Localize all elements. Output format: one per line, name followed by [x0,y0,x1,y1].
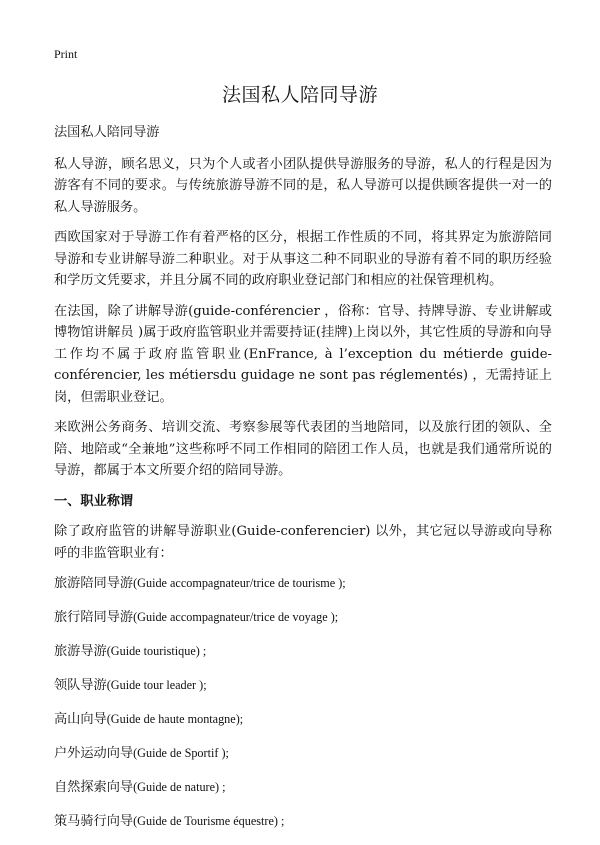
list-item [54,811,552,833]
list-item [54,777,552,799]
list-item-zh: 旅游陪同导游 [54,576,134,591]
list-item-zh: 户外运动向导 [54,746,134,761]
list-item [54,743,552,765]
article-body [54,122,552,845]
job-title-list [54,573,552,833]
paragraph-escort-guide: 来欧洲公务商务、培训交流、考察参展等代表团的当地陪同，以及旅行团的领队、全陪、地陪或“全兼地”这些称呼不同工作相同的陪团工作人员，也就是我们通常所说的导游，都属于本文所要介绍的陪同导游。 [54,420,552,478]
list-item [54,641,552,663]
paragraph-intro: 私人导游，顾名思义，只为个人或者小团队提供导游服务的导游，私人的行程是因为游客有不同的要求。与传统旅游导游不同的是，私人导游可以提供顾客提供一对一的私人导游服务。 [54,156,552,215]
list-item [54,709,552,731]
list-item-fr: (Guide accompagnateur/trice de tourisme ); [133,576,346,590]
list-item-fr: (Guide de nature) ; [133,780,226,794]
paragraph-france-regulation: 在法国，除了讲解导游(guide-conférencier ，俗称：官导、持牌导游、专业讲解或博物馆讲解员 )属于政府监管职业并需要持证(挂牌)上岗以外，其它性质的导游和向导工作均不属于政府监管职业(EnFrance, à l’exception du métierde guide-conférencier, les métiersdu guidage ne sont pas réglementés) ，无需持证上岗，但需职业登记。 [54,303,552,405]
list-item-zh: 旅行陪同导游 [54,610,134,625]
print-link[interactable]: Print [54,47,78,61]
paragraph-classification: 西欧国家对于导游工作有着严格的区分，根据工作性质的不同，将其界定为旅游陪同导游和专业讲解导游二种职业。对于从事这二种不同职业的导游有着不同的职历经验和学历文凭要求，并且分属不同的政府职业登记部门和相应的社保管理机构。 [54,230,552,288]
article-subtitle: 法国私人陪同导游 [54,125,160,140]
list-item [54,675,552,697]
section-heading: 一、职业称谓 [54,493,134,509]
list-item-zh: 自然探索向导 [54,780,134,795]
list-item-fr: (Guide touristique) ; [106,644,207,658]
list-item-fr: (Guide tour leader ); [106,678,207,692]
list-item-fr: (Guide de haute montagne); [106,712,244,726]
list-item-zh: 策马骑行向导 [54,814,134,829]
list-item [54,607,552,629]
list-item-fr: (Guide de Sportif ); [133,746,229,760]
list-item-fr: (Guide accompagnateur/trice de voyage ); [133,610,339,624]
section-intro: 除了政府监管的讲解导游职业(Guide-conferencier) 以外，其它冠以导游或向导称呼的非监管职业有： [54,524,552,561]
list-item [54,573,552,595]
page-title: 法国私人陪同导游 [221,84,378,106]
list-item-zh: 高山向导 [54,712,107,727]
list-item-zh: 旅游导游 [54,644,107,659]
list-item-fr: (Guide de Tourisme équestre) ; [133,814,285,828]
list-item-zh: 领队导游 [54,678,107,693]
